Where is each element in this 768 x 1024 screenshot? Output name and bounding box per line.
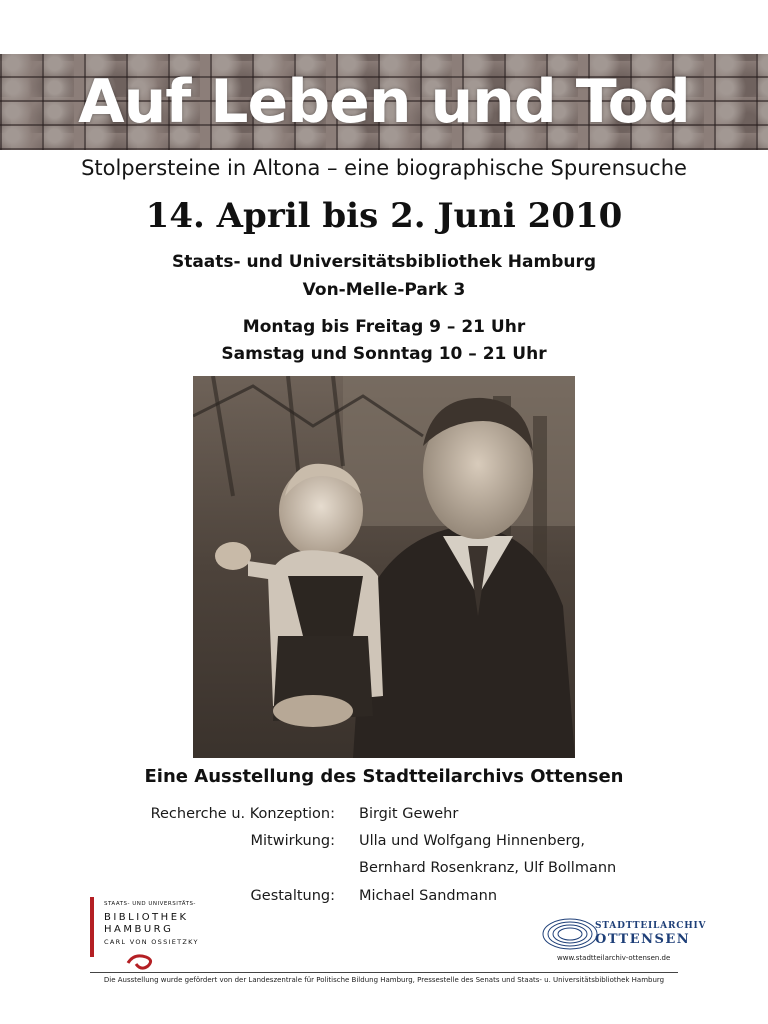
library-logo-text-1: BIBLIOTHEK xyxy=(104,912,189,923)
library-logo-bar xyxy=(90,897,94,957)
credit-value: Birgit Gewehr xyxy=(359,806,459,822)
credit-label: Gestaltung: xyxy=(250,888,335,904)
footer-divider xyxy=(90,972,678,973)
exhibition-dates: 14. April bis 2. Juni 2010 xyxy=(145,196,623,236)
cobblestone-banner xyxy=(0,54,768,150)
archive-logo xyxy=(540,916,707,966)
archive-logo-text-1: STADTTEILARCHIV xyxy=(595,921,707,931)
opening-hours xyxy=(0,314,768,368)
archive-url: www.stadtteilarchiv-ottensen.de xyxy=(557,954,671,962)
poster-subtitle: Stolpersteine in Altona – eine biographische Spurensuche xyxy=(81,156,687,180)
exhibit-heading: Eine Ausstellung des Stadtteilarchivs Ottensen xyxy=(144,766,624,787)
venue-block xyxy=(0,248,768,304)
archive-logo-text-2: OTTENSEN xyxy=(595,932,691,947)
credit-value: Ulla und Wolfgang Hinnenberg, xyxy=(359,833,586,849)
man-holding-child-photo xyxy=(193,376,575,758)
archive-ellipses-icon xyxy=(540,916,600,952)
credit-row xyxy=(0,806,768,832)
credit-value: Bernhard Rosenkranz, Ulf Bollmann xyxy=(359,860,617,876)
credit-row xyxy=(0,860,768,886)
credit-label: Mitwirkung: xyxy=(250,833,335,849)
credit-value: Michael Sandmann xyxy=(359,888,498,904)
library-logo xyxy=(90,895,200,973)
funding-note: Die Ausstellung wurde gefördert von der Landeszentrale für Politische Bildung Hamburg, Pressestelle des Senats und Staats- u. Universitätsbibliothek Hamburg xyxy=(103,976,665,984)
historical-photo xyxy=(193,376,575,758)
library-logo-small-text: STAATS- UND UNIVERSITÄTS- xyxy=(104,901,196,907)
credit-label: Recherche u. Konzeption: xyxy=(150,806,335,822)
venue-address: Von-Melle-Park 3 xyxy=(302,280,466,300)
library-swirl-icon xyxy=(126,951,156,971)
weekday-hours: Montag bis Freitag 9 – 21 Uhr xyxy=(242,317,526,337)
weekend-hours: Samstag und Sonntag 10 – 21 Uhr xyxy=(221,344,547,364)
poster-title: Auf Leben und Tod xyxy=(78,67,690,137)
library-logo-text-3: CARL VON OSSIETZKY xyxy=(104,938,199,946)
library-logo-text-2: HAMBURG xyxy=(104,924,174,935)
credit-row xyxy=(0,833,768,859)
venue-name: Staats- und Universitätsbibliothek Hamburg xyxy=(171,252,597,272)
